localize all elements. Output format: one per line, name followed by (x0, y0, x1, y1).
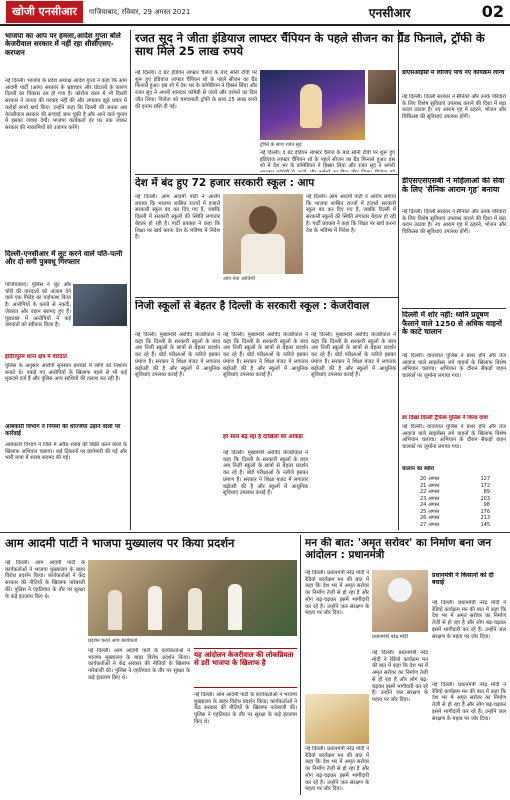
column-divider (300, 535, 301, 795)
article-headline: डीएसएसएसबी ने महिलाओं की सेवा के लिए 'सैनिक आराम गृह' बनाया (402, 177, 505, 194)
lead-headline: रजत सूद ने जीता इंडियाज लाफ्टर चैंपियन के पहले सीजन का ग्रैंड फिनाले, ट्रॉफी के साथ मिले 25 लाख रुपये (135, 32, 485, 59)
article-subheading: इंदिरापुरम थाना क्षेत्र में वारदात (5, 354, 67, 360)
person-figure (300, 84, 322, 128)
article-body: नई दिल्ली। दिल्ली सरकार ने सैनिकों और उनके परिवारों के लिए विशेष सुविधाएं उपलब्ध कराने की दिशा में बड़ा कदम उठाया है। नए आराम गृह में ठहरने, भोजन और चिकित्सा की सुविधाएं उपलब्ध होंगी। (402, 94, 506, 121)
table-cell: 98 (483, 502, 490, 508)
table-cell: 27 अगस्त (420, 521, 440, 528)
table-title: चालान का ब्योरा (402, 466, 435, 472)
table-cell: 20 अगस्त (420, 476, 440, 482)
news-photo (368, 70, 396, 104)
table-cell: 24 अगस्त (420, 502, 440, 508)
article-body: नई दिल्ली। यातायात पुलिस ने प्रेशर हॉर्न और तेज आवाज वाले साइलेंसर लगे वाहनों के खिलाफ विशेष अभियान चलाया। अभियान के दौरान सैकड़ों वाहन चालकों पर जुर्माना लगाया गया। (402, 353, 506, 380)
protest-photo (88, 560, 297, 636)
article-headline: दिल्ली-एनसीआर में लूट करने वाले पति-पत्नी और दो सगी पुत्रवधू गिरफ्तार (5, 250, 123, 267)
pull-quote: यह आंदोलन केजरीवाल की लोकप्रियता से डरी भाजपा के खिलाफ है (194, 648, 297, 688)
person-figure (228, 584, 242, 630)
article-body: नई दिल्ली। आम आदमी पार्टी ने आरोप लगाया कि भाजपा शासित राज्यों में हजारों सरकारी स्कूल बंद कर दिए गए हैं, जबकि दिल्ली में सरकारी स्कूलों की स्थिति लगातार बेहतर हो रही है। पार्टी प्रवक्ता ने कहा कि शिक्षा पर खर्च करना देश के भविष्य में निवेश है। (135, 194, 220, 241)
section-divider (135, 174, 398, 175)
article-body: नई दिल्ली। प्रधानमंत्री नरेंद्र मोदी ने रेडियो कार्यक्रम मन की बात में कहा कि देश भर में अमृत सरोवर का निर्माण तेजी से हो रहा है और लोग बढ़-चढ़कर इसमें भागीदारी कर रहे हैं। उन्होंने जल संरक्षण के महत्व पर जोर दिया। (432, 682, 506, 722)
article-body: नई दिल्ली। मुख्यमंत्री अरविंद केजरीवाल ने कहा कि दिल्ली के सरकारी स्कूलों के छात्र अब निजी स्कूलों के छात्रों से बेहतर प्रदर्शन कर रहे हैं। बोर्ड परीक्षाओं के नतीजे इसका प्रमाण हैं। सरकार ने शिक्षा बजट में लगातार बढ़ोतरी की है और स्कूलों में आधुनिक सुविधाएं उपलब्ध कराई हैं। (311, 332, 396, 379)
brand-logo: खोजी एनसीआर (6, 1, 83, 23)
challan-table (420, 476, 490, 530)
table-cell: 172 (480, 482, 490, 489)
article-body: नई दिल्ली। आम आदमी पार्टी के कार्यकर्ताओं ने भाजपा मुख्यालय के बाहर विरोध प्रदर्शन किया। कार्यकर्ताओं ने केंद्र सरकार की नीतियों के खिलाफ नारेबाजी की। पुलिस ने एहतियात के तौर पर सुरक्षा के कड़े इंतजाम किए थे। (194, 692, 297, 725)
column-divider (130, 30, 131, 530)
table-cell: 26 अगस्त (420, 515, 440, 521)
person-figure (388, 578, 412, 602)
news-photo (305, 694, 369, 744)
article-body: नई दिल्ली। द ग्रेट इंडियन लाफ्टर चैलेंज के बाद सोनी टीवी पर शुरू हुए इंडियाज लाफ्टर चैंपियन शो के पहले सीजन का ग्रैंड फिनाले हुआ। इस शो में देश भर के कॉमेडियन ने हिस्सा लिया और रजत सूद ने अपनी (260, 150, 395, 170)
photo-caption: आप नेता आतिशी (223, 276, 255, 282)
article-body: नई दिल्ली। भाजपा के प्रदेश अध्यक्ष आदेश गुप्ता ने कहा कि आम आदमी पार्टी (आप) सरकार के भ्रष्टाचार और घोटालों के कारण दिल्ली का विकास ठप हो गया है। कोरोना काल में भी दिल्ली सरकार ने जनता की परवाह नहीं की और लगातार झूठे प्रचार में करोड़ों रुपये खर्च किए। उन्होंने कहा कि दिल्ली की जनता अब केजरीवाल सरकार की सच्चाई जान चुकी है और आने वाले चुनाव में इसका जवाब देगी। भाजपा कार्यकर्ता हर घर तक जाकर सरकार की नाकामियों को उजागर करेंगे। (5, 78, 127, 131)
article-subheading: हर साल बढ़ रहा है दाखिलों का आंकड़ा (223, 434, 303, 440)
article-body: नई दिल्ली। आम आदमी पार्टी के कार्यकर्ताओं ने भाजपा मुख्यालय के बाहर विरोध प्रदर्शन किया। कार्यकर्ताओं ने केंद्र सरकार की नीतियों के खिलाफ नारेबाजी की। पुलिस ने एहतियात के तौर पर सुरक्षा के कड़े इंतजाम किए थे। (5, 560, 85, 600)
article-body: नई दिल्ली। आम आदमी पार्टी ने आरोप लगाया कि भाजपा शासित राज्यों में हजारों सरकारी स्कूल बंद कर दिए गए हैं, जबकि दिल्ली में सरकारी स्कूलों की स्थिति लगातार बेहतर हो रही है। पार्टी प्रवक्ता ने कहा कि शिक्षा पर खर्च करना देश के भविष्य में निवेश है। (306, 194, 396, 234)
section-divider (135, 297, 398, 298)
person-figure (108, 590, 122, 630)
news-photo (372, 570, 428, 632)
person-figure (249, 206, 277, 234)
table-cell: 21 अगस्त (420, 482, 440, 489)
article-headline: मन की बात: 'अमृत सरोवर' का निर्माण बना जन आंदोलन : प्रधानमंत्री (305, 537, 492, 562)
article-headline: डीएसआईसी में लीजिए पांच नए कार्यक्रम लॉन्च (402, 70, 505, 76)
article-body: नई दिल्ली। मुख्यमंत्री अरविंद केजरीवाल ने कहा कि दिल्ली के सरकारी स्कूलों के छात्र अब निजी स्कूलों के छात्रों से बेहतर प्रदर्शन कर रहे हैं। बोर्ड परीक्षाओं के नतीजे इसका प्रमाण हैं। सरकार ने शिक्षा बजट में लगातार बढ़ोतरी की है और स्कूलों में आधुनिक सुविधाएं उपलब्ध कराई हैं। (223, 332, 308, 379)
page-number: 02 (481, 2, 504, 21)
article-subheading: आबकारी विभाग ने नियमों की धज्जियां उड़ाने वालों पर कार्रवाई (5, 424, 121, 437)
masthead (0, 0, 510, 26)
section-divider (0, 532, 510, 533)
section-title: एनसीआर (368, 5, 411, 20)
table-cell: 22 अगस्त (420, 489, 440, 495)
person-figure (241, 234, 285, 274)
article-body: नई दिल्ली। दिल्ली सरकार ने सैनिकों और उनके परिवारों के लिए विशेष सुविधाएं उपलब्ध कराने की दिशा में बड़ा कदम उठाया है। नए आराम गृह में ठहरने, भोजन और चिकित्सा की सुविधाएं उपलब्ध होंगी। (402, 209, 506, 236)
article-subheading: प्रधानमंत्री ने किसानों को दी बधाई (432, 572, 494, 587)
news-photo (73, 284, 127, 326)
article-headline: दिल्ली में शोर नहीं: ध्वनि प्रदूषण फैलाने वाले 1250 से अधिक वाहनों के काटे चालान (402, 311, 502, 337)
article-headline: निजी स्कूलों से बेहतर है दिल्ली के सरकारी स्कूल : केजरीवाल (135, 300, 370, 312)
table-cell: 127 (480, 476, 490, 482)
table-cell: 103 (480, 495, 490, 502)
person-figure (148, 586, 162, 630)
article-body: पुलिस के अनुसार आरोपी सुनसान इलाकों में लोगों को निशाना बनाते थे। पकड़े गए आरोपियों के खिलाफ पहले से भी कई मुकदमे दर्ज हैं और पुलिस अन्य साथियों की तलाश कर रही है। (5, 363, 127, 383)
article-headline: देश में बंद हुए 72 हजार सरकारी स्कूल : आप (135, 177, 315, 189)
news-photo (223, 194, 303, 274)
table-row (420, 522, 490, 529)
table-cell: 176 (480, 508, 490, 515)
column-divider (398, 30, 399, 530)
photo-caption: ट्रॉफी के साथ रजत सूद (260, 142, 302, 148)
lead-photo (260, 70, 365, 140)
article-body: नई दिल्ली। प्रधानमंत्री नरेंद्र मोदी ने रेडियो कार्यक्रम मन की बात में कहा कि देश भर में अमृत सरोवर का निर्माण तेजी से हो रहा है और लोग बढ़-चढ़कर इसमें भागीदारी कर रहे हैं। उन्होंने जल संरक्षण के महत्व पर जोर दिया। (305, 746, 369, 793)
article-body: नई दिल्ली। प्रधानमंत्री नरेंद्र मोदी ने रेडियो कार्यक्रम मन की बात में कहा कि देश भर में अमृत सरोवर का निर्माण तेजी से हो रहा है और लोग बढ़-चढ़कर इसमें भागीदारी कर रहे हैं। उन्होंने जल संरक्षण के महत्व पर जोर दिया। (305, 570, 369, 617)
article-body: नई दिल्ली। प्रधानमंत्री नरेंद्र मोदी ने रेडियो कार्यक्रम मन की बात में कहा कि देश भर में अमृत सरोवर का निर्माण तेजी से हो रहा है और लोग बढ़-चढ़कर इसमें भागीदारी कर रहे हैं। उन्होंने जल संरक्षण के महत्व पर जोर दिया। (372, 650, 428, 703)
article-body: नई दिल्ली। मुख्यमंत्री अरविंद केजरीवाल ने कहा कि दिल्ली के सरकारी स्कूलों के छात्र अब निजी स्कूलों के छात्रों से बेहतर प्रदर्शन कर रहे हैं। बोर्ड परीक्षाओं के नतीजे इसका प्रमाण हैं। सरकार ने शिक्षा बजट में लगातार बढ़ोतरी की है और स्कूलों में आधुनिक सुविधाएं उपलब्ध कराई हैं। (223, 450, 308, 497)
article-body: गाजियाबाद। पुलिस ने लूट और चोरी की वारदातों को अंजाम देने वाले एक गिरोह का पर्दाफाश किया है। आरोपियों के कब्जे से नकदी, जेवरात और वाहन बरामद हुए हैं। पूछताछ में आरोपियों ने कई वारदातों को स्वीकार किया है। (5, 282, 71, 329)
article-body: नई दिल्ली। मुख्यमंत्री अरविंद केजरीवाल ने कहा कि दिल्ली के सरकारी स्कूलों के छात्र अब निजी स्कूलों के छात्रों से बेहतर प्रदर्शन कर रहे हैं। बोर्ड परीक्षाओं के नतीजे इसका प्रमाण हैं। सरकार ने शिक्षा बजट में लगातार बढ़ोतरी की है और स्कूलों में आधुनिक सुविधाएं उपलब्ध कराई हैं। (135, 332, 220, 379)
article-body: नई दिल्ली। आम आदमी पार्टी के कार्यकर्ताओं ने भाजपा मुख्यालय के बाहर विरोध प्रदर्शन किया। कार्यकर्ताओं ने केंद्र सरकार की नीतियों के खिलाफ नारेबाजी की। पुलिस ने एहतियात के तौर पर सुरक्षा के कड़े इंतजाम किए थे। (88, 648, 190, 681)
article-body: नई दिल्ली। यातायात पुलिस ने प्रेशर हॉर्न और तेज आवाज वाले साइलेंसर लगे वाहनों के खिलाफ विशेष अभियान चलाया। अभियान के दौरान सैकड़ों वाहन चालकों पर जुर्माना लगाया गया। (402, 424, 506, 451)
person-figure (188, 588, 202, 630)
article-headline: भाजपा का आप पर हमला,आदेश गुप्ता बोले केजरीवाल सरकार में नहीं रहा सीसीएसए-करप्शन (5, 32, 121, 57)
article-body: नई दिल्ली। प्रधानमंत्री नरेंद्र मोदी ने रेडियो कार्यक्रम मन की बात में कहा कि देश भर में अमृत सरोवर का निर्माण तेजी से हो रहा है और लोग बढ़-चढ़कर इसमें भागीदारी कर रहे हैं। उन्होंने जल संरक्षण के महत्व पर जोर दिया। (432, 600, 506, 640)
article-body: आबकारी विभाग ने जिले में अवैध शराब की बिक्री करने वालों के खिलाफ अभियान चलाया। कई ठिकानों पर छापेमारी की गई और भारी मात्रा में शराब बरामद की गई। (5, 442, 127, 462)
date-line: गाजियाबाद, रविवार, 29 अगस्त 2021 (88, 7, 191, 16)
table-cell: 23 अगस्त (420, 495, 440, 502)
article-subheading: डर दिखा दिल्ली ट्रैफिक पुलिस ने किया दावा (402, 415, 488, 421)
article-headline: आम आदमी पार्टी ने भाजपा मुख्यालय पर किया प्रदर्शन (5, 537, 235, 550)
table-cell: 145 (480, 521, 490, 528)
table-cell: 89 (483, 489, 490, 495)
article-body: नई दिल्ली। द ग्रेट इंडियन लाफ्टर चैलेंज के बाद सोनी टीवी पर शुरू हुए इंडियाज लाफ्टर चैंपियन शो के पहले सीजन का ग्रैंड फिनाले हुआ। इस शो में देश भर के कॉमेडियन ने हिस्सा लिया और रजत सूद ने अपनी शानदार कॉमेडी से जजों और दर्शकों का दिल जीत लिया। विजेता को चमचमाती ट्रॉफी के साथ 25 लाख रुपये की इनाम राशि दी गई। (135, 70, 257, 110)
table-cell: 213 (480, 515, 490, 521)
photo-caption: प्रधानमंत्री नरेंद्र मोदी (372, 634, 408, 640)
table-cell: 25 अगस्त (420, 508, 440, 515)
section-divider (402, 308, 506, 309)
photo-caption: प्रदर्शन करते आप कार्यकर्ता (88, 638, 138, 644)
